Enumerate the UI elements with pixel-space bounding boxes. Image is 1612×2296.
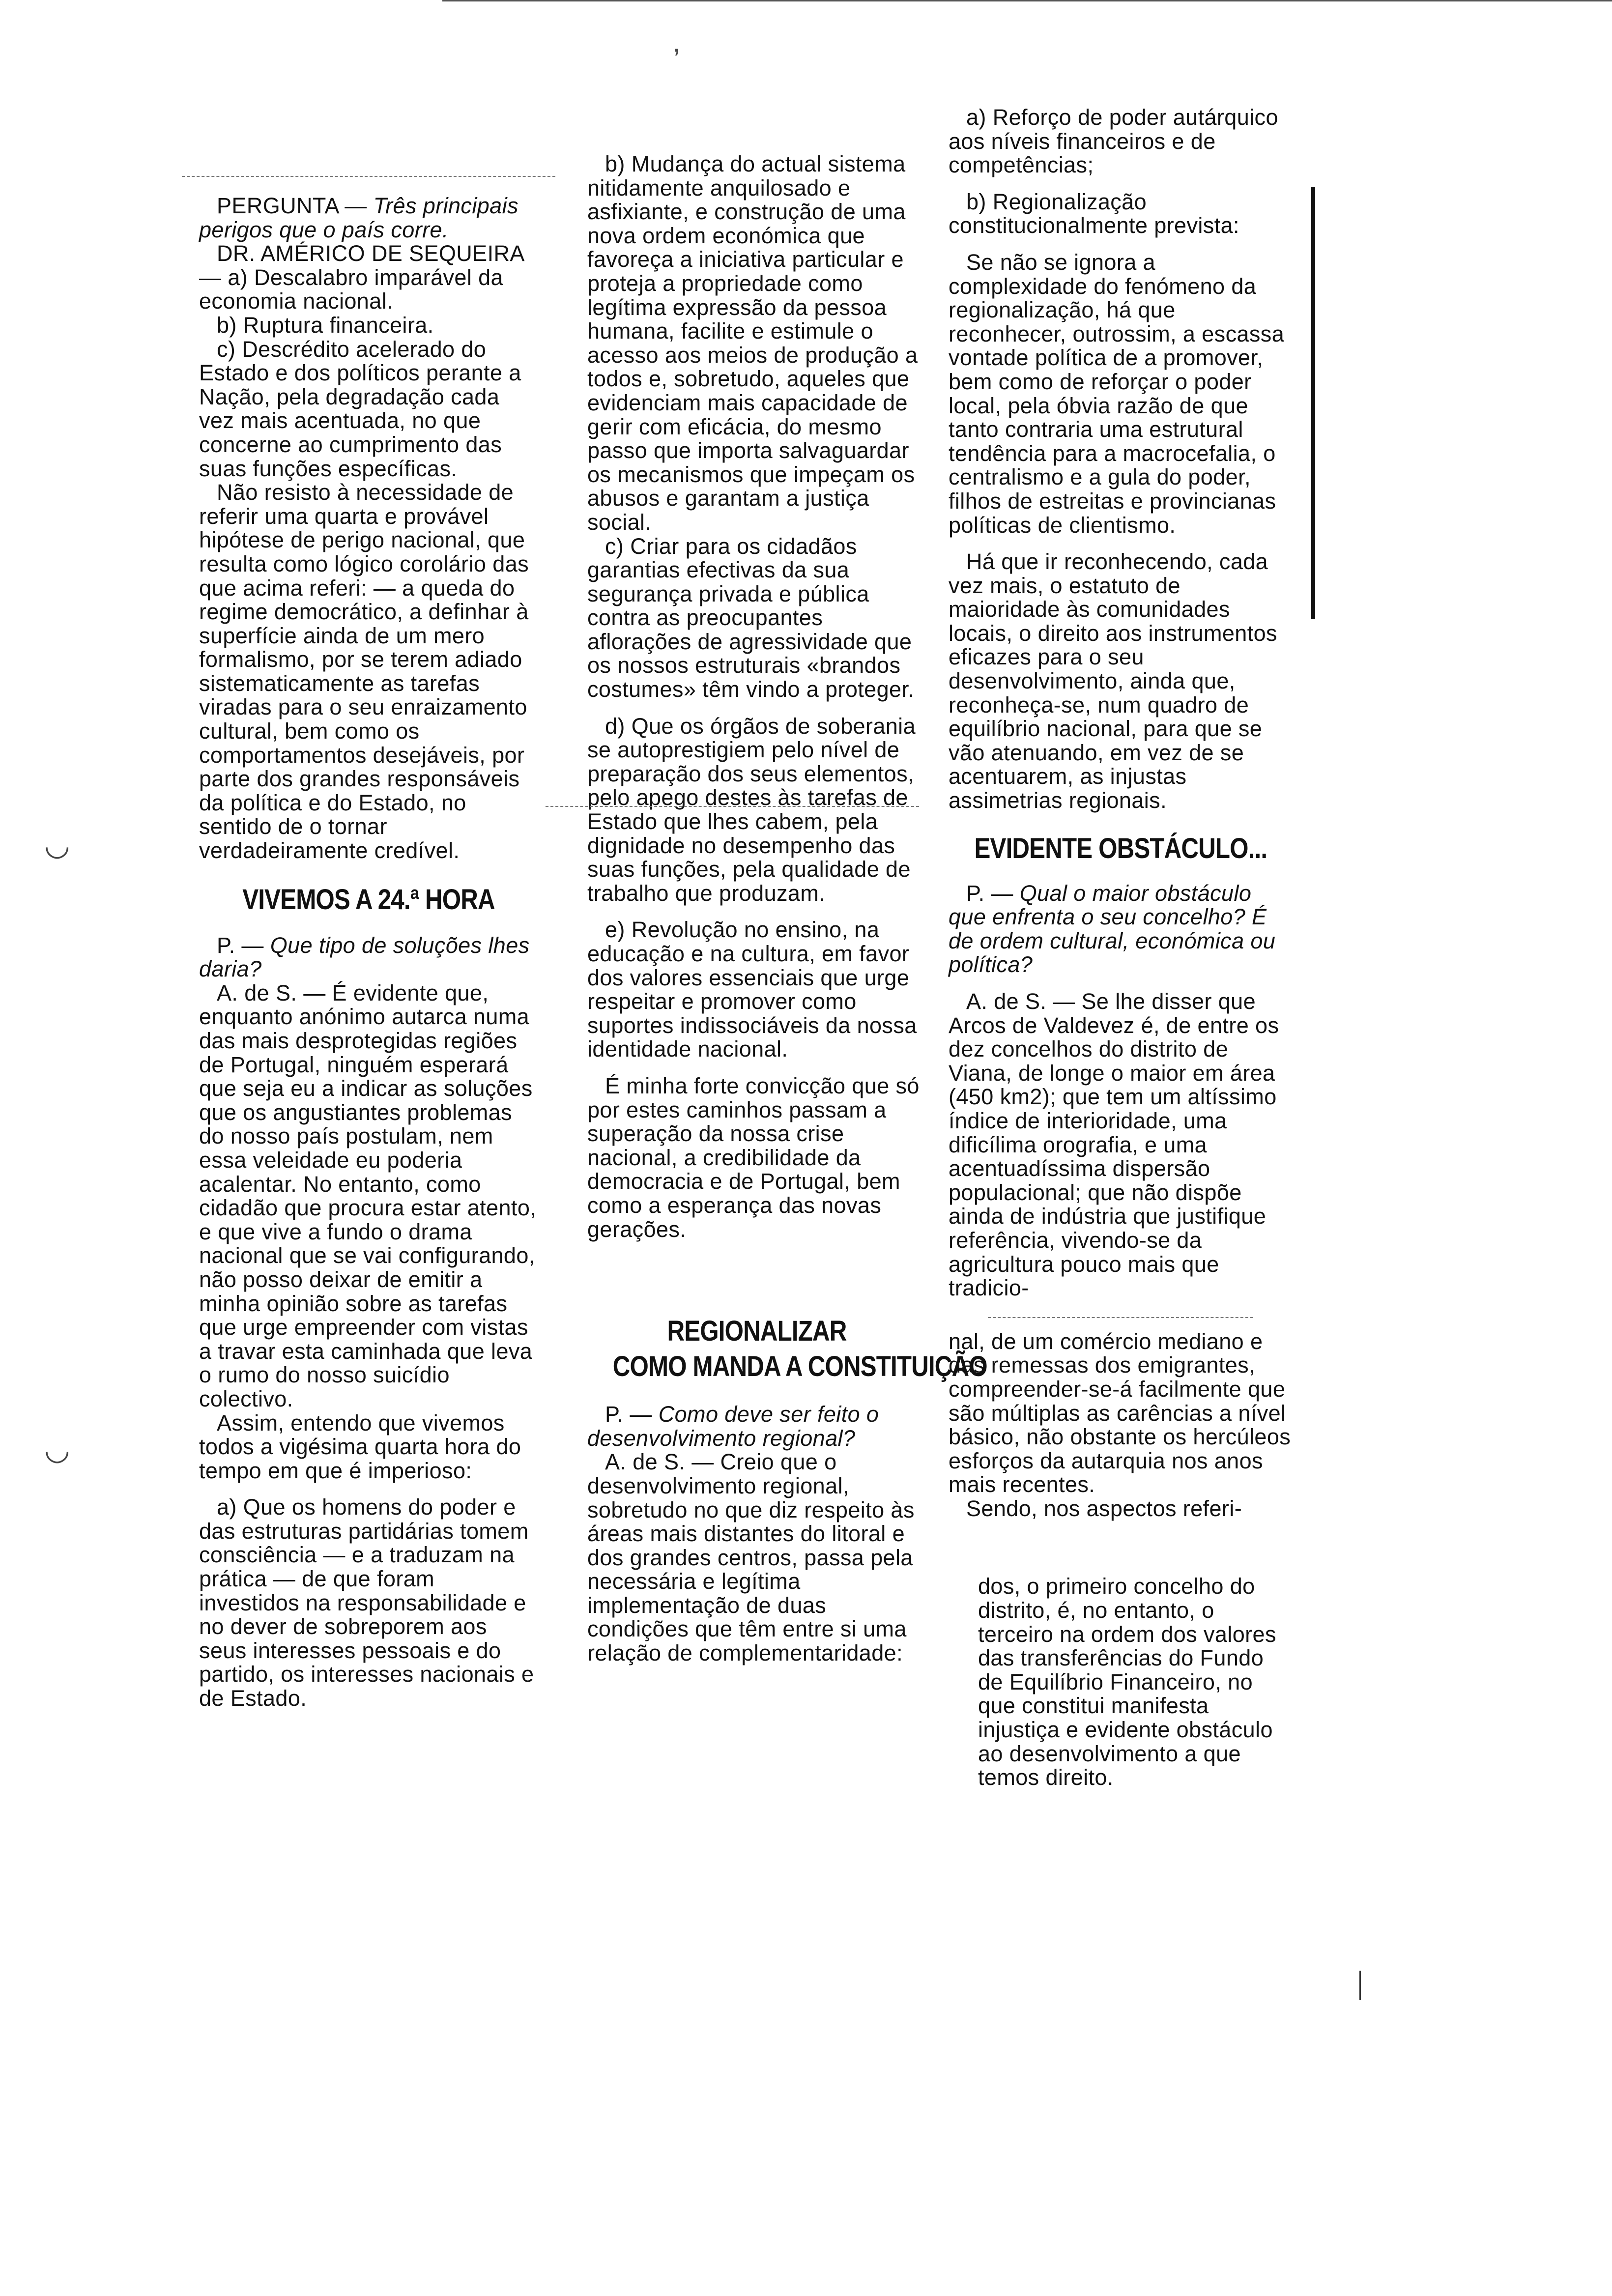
question-paragraph: P. — Qual o maior obstáculo que enfrenta o seu concelho? É de ordem cultural, económica ou política? [949, 880, 1276, 977]
column-2 [587, 151, 987, 1666]
body-paragraph: Assim, entendo que vivemos todos a vigésima quarta hora do tempo em que é imperioso: [199, 1410, 521, 1483]
section-heading: REGIONALIZAR [667, 1315, 847, 1348]
list-item: a) Que os homens do poder e das estruturas partidárias tomem consciência — e a traduzam na prática — de que foram investidos na responsabilidade e no dever de sobreporem aos seus interesses pessoais e do partido, os interesses nacionais e de Estado. [199, 1494, 534, 1711]
question-paragraph: P. — Que tipo de soluções lhes daria? [199, 932, 530, 982]
body-paragraph: Há que ir reconhecendo, cada vez mais, o estatuto de maioridade às comunidades locais, o direito aos instrumentos eficazes para o seu desenvolvimento, ainda que, reconheça-se, num quadro de equilíbrio nacional, para que se vão atenuando, em vez de se acentuarem, as injustas assimetrias regionais. [949, 549, 1277, 813]
body-paragraph-continued: nal, de um comércio mediano e das remessas dos emigrantes, compreender-se-á facilmente que são múltiplas as carências a nível básico, não obstante os hercúleos esforços da autarquia nos anos mais recentes. [949, 1328, 1291, 1497]
question-paragraph: PERGUNTA — Três principais perigos que o país corre. [199, 193, 518, 242]
list-item: c) Criar para os cidadãos garantias efectivas da sua segurança privada e pública contra as preocupantes aflorações de agressividade que os nossos estruturais «brandos costumes» têm vindo a proteger. [587, 533, 915, 702]
answer-paragraph: A. de S. — É evidente que, enquanto anónimo autarca numa das mais desprotegidas regiões de Portugal, ninguém esperará que seja eu a indicar as soluções que os angustiantes problemas do nosso país postulam, nem essa veleidade eu poderia acalentar. No entanto, como cidadão que procura estar atento, e que vive a fundo o drama nacional que se vai configurando, não posso deixar de emitir a minha opinião sobre as tarefas que urge empreender com vistas a travar esta caminhada que leva o rumo do nosso suicídio colectivo. [199, 980, 537, 1411]
top-rule [442, 0, 1612, 1]
hole-punch-mark: ◡ [44, 829, 70, 861]
hole-punch-mark: ◡ [44, 1433, 70, 1466]
answer-item: b) Ruptura financeira. [217, 312, 434, 338]
list-item: d) Que os órgãos de soberania se autoprestigiem pelo nível de preparação dos seus elementos, pelo apego destes às tarefas de Estado que lhes cabem, pela dignidade no desempenho das suas funções, pela qualidade de trabalho que produzam. [587, 713, 916, 906]
column-3 [949, 106, 1293, 1790]
section-heading: EVIDENTE OBSTÁCULO... [974, 832, 1267, 864]
ink-mark: ‚ [673, 25, 680, 58]
answer-paragraph: A. de S. — Se lhe disser que Arcos de Valdevez é, de entre os dez concelhos do distrito de Viana, de longe o maior em área (450 km2); que tem um altíssimo índice de interioridade, uma dificílima orografia, e uma acentuadíssima dispersão populacional; que não dispõe ainda de indústria que justifique referência, vivendo-se da agricultura pouco mais que tradicio- [949, 989, 1279, 1301]
section-heading: VIVEMOS A 24.ª HORA [242, 883, 495, 916]
answer-paragraph: A. de S. — Creio que o desenvolvimento regional, sobretudo no que diz respeito às áreas mais distantes do litoral e dos grandes centros, passa pela necessária e legítima implementação de duas condições que têm entre si uma relação de complementaridade: [587, 1449, 915, 1666]
list-item: e) Revolução no ensino, na educação e na cultura, em favor dos valores essenciais que urge respeitar e promover como suportes indissociáveis da nossa identidade nacional. [587, 917, 917, 1062]
list-item: a) Reforço de poder autárquico aos níveis financeiros e de competências; [949, 105, 1278, 178]
body-paragraph: Se não se ignora a complexidade do fenómeno da regionalização, há que reconhecer, outrossim, a escassa vontade política de a promover, bem como de reforçar o poder local, pela óbvia razão de que tanto contraria uma estrutural tendência para a macrocefalia, o centralismo e a gula do poder, filhos de estreitas e provincianas políticas de clientismo. [949, 249, 1285, 538]
column-separator [546, 806, 919, 807]
column-separator [988, 1317, 1253, 1318]
answer-item: c) Descrédito acelerado do Estado e dos políticos perante a Nação, pela degradação cada vez mais acentuada, no que concerne ao cumprimento das suas funções específicas. [199, 336, 521, 481]
clipping-edge-bar [1311, 187, 1315, 619]
clipping-edge [182, 176, 555, 177]
answer-paragraph: DR. AMÉRICO DE SEQUEIRA — a) Descalabro imparável da economia nacional. [199, 241, 524, 314]
list-item: b) Mudança do actual sistema nitidamente anquilosado e asfixiante, e construção de uma nova ordem económica que favoreça a iniciativa particular e proteja a propriedade como legítima expressão da pessoa humana, facilite e estimule o acesso aos meios de produção a todos e, sobretudo, aqueles que evidenciam mais capacidade de gerir com eficácia, do mesmo passo que importa salvaguardar os mecanismos que impeçam os abusos e garantam a justiça social. [587, 151, 918, 535]
question-paragraph: P. — Como deve ser feito o desenvolvimento regional? [587, 1402, 879, 1451]
column-1 [199, 194, 538, 1711]
body-paragraph-continued: dos, o primeiro concelho do distrito, é, no entanto, o terceiro na ordem dos valores das transferências do Fundo de Equilíbrio Financeiro, no que constitui manifesta injustiça e evidente obstáculo ao desenvolvimento a que temos direito. [978, 1574, 1276, 1790]
list-item: b) Regionalização constitucionalmente prevista: [949, 189, 1239, 238]
body-paragraph: Não resisto à necessidade de referir uma quarta e provável hipótese de perigo nacional, que resulta como lógico corolário das que acima referi: — a queda do regime democrático, a definhar à superfície ainda de um mero formalismo, por se terem adiado sistematicamente as tarefas viradas para o seu enraizamento cultural, bem como os comportamentos desejáveis, por parte dos grandes responsáveis da política e do Estado, no sentido de o tornar verdadeiramente credível. [199, 480, 529, 863]
body-paragraph: Sendo, nos aspectos referi- [966, 1495, 1242, 1521]
ink-mark [1359, 1971, 1361, 2000]
section-heading: COMO MANDA A CONSTITUIÇÃO [612, 1350, 987, 1383]
body-paragraph: É minha forte convicção que só por estes caminhos passam a superação da nossa crise nacional, a credibilidade da democracia e de Portugal, bem como a esperança das novas gerações. [587, 1073, 920, 1242]
